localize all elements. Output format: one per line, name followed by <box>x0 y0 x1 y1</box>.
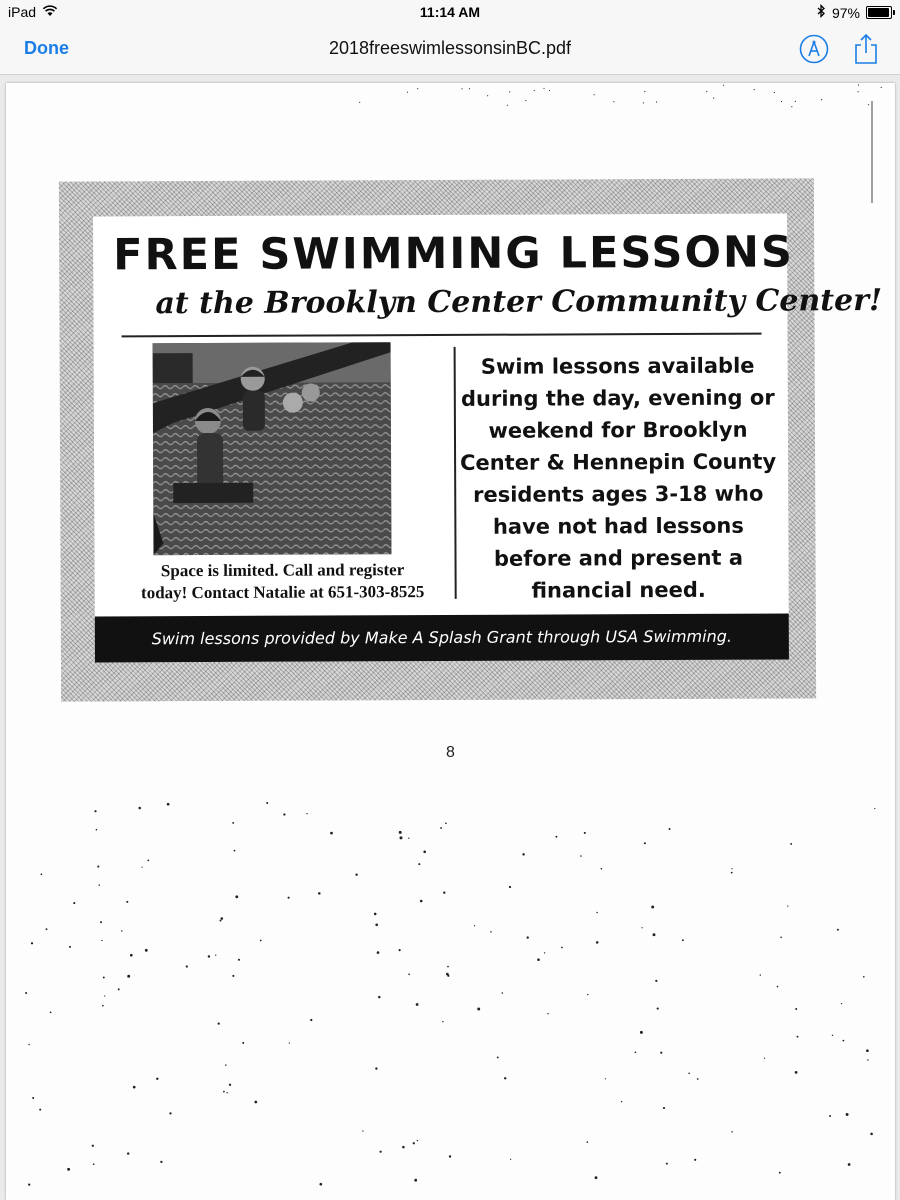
speckle <box>594 94 595 95</box>
speckle <box>100 921 102 923</box>
speckle <box>121 930 122 931</box>
speckle <box>787 905 788 906</box>
speckle <box>474 925 475 926</box>
speckle <box>821 99 822 100</box>
share-icon[interactable] <box>852 33 880 65</box>
speckle <box>858 91 859 92</box>
speckle <box>461 88 462 89</box>
speckle <box>103 977 105 979</box>
speckle <box>777 986 779 988</box>
speckle <box>374 913 377 916</box>
page-number: 8 <box>446 744 455 761</box>
speckle <box>127 1152 129 1154</box>
speckle <box>98 884 99 885</box>
status-right <box>816 4 892 21</box>
speckle <box>28 1183 30 1185</box>
speckle <box>832 1035 833 1036</box>
column-divider <box>454 347 457 599</box>
battery-percent: 97% <box>831 4 860 21</box>
speckle <box>764 1058 765 1059</box>
speckle <box>306 813 307 814</box>
done-button[interactable]: Done <box>24 38 69 58</box>
sponsor-banner: Swim lessons provided by Make A Splash Grant through USA Swimming. <box>95 613 789 662</box>
speckle <box>640 1031 643 1034</box>
speckle <box>497 1056 499 1058</box>
speckle <box>731 868 732 869</box>
speckle <box>445 822 447 824</box>
speckle <box>399 831 402 834</box>
speckle <box>377 951 380 954</box>
speckle <box>254 1101 257 1104</box>
swimmers-photo <box>153 342 392 555</box>
speckle <box>101 940 102 941</box>
speckle <box>596 912 598 914</box>
speckle <box>846 1113 849 1116</box>
device-name: iPad <box>8 4 37 20</box>
speckle <box>534 90 535 91</box>
speckle <box>663 1107 665 1109</box>
speckle <box>510 1159 511 1160</box>
speckle <box>225 1064 226 1065</box>
speckle <box>867 1059 868 1060</box>
eligibility-line: Center & Hennepin County <box>459 449 777 475</box>
speckle <box>104 995 105 996</box>
speckle <box>378 996 380 998</box>
speckle <box>417 88 418 89</box>
status-time: 11:14 AM <box>419 4 481 20</box>
speckle <box>644 91 645 92</box>
speckle <box>697 1078 699 1080</box>
speckle <box>795 101 796 102</box>
pdf-viewer[interactable] <box>0 75 900 1200</box>
speckle <box>232 975 234 977</box>
speckle <box>160 1161 162 1163</box>
speckle <box>118 988 120 990</box>
speckle <box>509 886 511 888</box>
eligibility-line: residents ages 3-18 who <box>473 481 764 507</box>
speckle <box>375 1067 377 1069</box>
speckle <box>635 1051 637 1053</box>
speckle <box>586 1141 588 1143</box>
eligibility-line: before and present a <box>493 545 744 571</box>
eligibility-line: Swim lessons available <box>480 353 755 379</box>
speckle <box>487 95 488 96</box>
battery-fill <box>868 8 889 17</box>
speckle <box>375 923 378 926</box>
speckle <box>138 807 141 810</box>
speckle <box>669 828 671 830</box>
bluetooth-icon <box>816 4 826 21</box>
speckle <box>561 947 563 949</box>
speckle <box>655 980 657 982</box>
speckle <box>94 810 96 812</box>
speckle <box>643 102 644 103</box>
speckle <box>156 1078 158 1080</box>
speckle <box>355 874 357 876</box>
speckle <box>442 1021 443 1022</box>
speckle <box>142 867 143 868</box>
speckle <box>423 850 426 853</box>
speckle <box>319 1183 322 1186</box>
speckle <box>408 838 409 839</box>
speckle <box>781 101 782 102</box>
speckle <box>39 1109 41 1111</box>
speckle <box>866 1049 869 1052</box>
speckle <box>362 1130 363 1131</box>
eligibility-text <box>458 350 779 607</box>
speckle <box>229 1084 231 1086</box>
speckle <box>760 974 761 975</box>
speckle <box>490 931 491 932</box>
speckle <box>32 1097 34 1099</box>
speckle <box>50 1012 52 1014</box>
speckle <box>780 936 782 938</box>
speckle <box>555 836 557 838</box>
speckle <box>440 827 442 829</box>
speckle <box>881 87 882 88</box>
speckle <box>502 992 504 994</box>
speckle <box>418 863 420 865</box>
flyer <box>59 178 883 701</box>
speckle <box>127 975 130 978</box>
speckle <box>235 895 238 898</box>
speckle <box>238 959 240 961</box>
speckle <box>651 906 654 909</box>
speckle <box>408 973 410 975</box>
speckle <box>220 920 222 922</box>
speckle <box>414 1179 417 1182</box>
flyer-rule <box>122 333 762 338</box>
speckle <box>41 873 43 875</box>
speckle <box>731 872 733 874</box>
speckle <box>218 1022 220 1024</box>
speckle <box>97 866 99 868</box>
speckle <box>260 940 262 942</box>
speckle <box>543 88 544 89</box>
speckle <box>208 955 210 957</box>
speckle <box>694 1159 696 1161</box>
speckle <box>399 949 401 951</box>
speckle <box>601 868 603 870</box>
speckle <box>644 842 646 844</box>
speckle <box>795 1008 797 1010</box>
speckle <box>587 994 588 995</box>
speckle <box>580 855 582 857</box>
speckle <box>522 853 524 855</box>
speckle <box>843 1040 845 1042</box>
speckle <box>226 1092 227 1093</box>
registration-caption <box>113 559 453 604</box>
speckle <box>73 902 75 904</box>
speckle <box>657 1008 659 1010</box>
speckle <box>596 941 599 944</box>
speckle <box>220 917 223 920</box>
speckle <box>234 850 236 852</box>
speckle <box>215 954 216 955</box>
speckle <box>797 1036 799 1038</box>
speckle <box>848 1163 851 1166</box>
speckle <box>96 829 98 831</box>
status-bar <box>0 0 900 24</box>
speckle <box>449 1155 451 1157</box>
speckle <box>25 992 27 994</box>
speckle <box>656 101 657 102</box>
speckle <box>829 1115 831 1117</box>
speckle <box>477 1008 480 1011</box>
speckle <box>145 949 148 952</box>
speckle <box>318 892 321 895</box>
speckle <box>595 1176 598 1179</box>
document-title: 2018freeswimlessonsinBC.pdf <box>328 38 572 58</box>
speckle <box>544 952 545 953</box>
speckle <box>774 92 775 93</box>
speckle <box>169 1112 171 1114</box>
speckle <box>69 946 71 948</box>
speckle <box>754 89 755 90</box>
speckle <box>584 832 586 834</box>
speckle <box>289 1042 290 1043</box>
speckle <box>537 958 540 961</box>
speckle <box>223 1091 225 1093</box>
speckle <box>688 1073 690 1075</box>
eligibility-line: weekend for Brooklyn <box>488 417 748 443</box>
speckle <box>93 1163 95 1165</box>
speckle <box>310 1019 312 1021</box>
speckle <box>147 860 149 862</box>
speckle <box>547 1013 548 1014</box>
speckle <box>402 1146 405 1149</box>
speckle <box>841 1003 842 1004</box>
speckle <box>379 1151 381 1153</box>
speckle <box>232 822 234 824</box>
battery-icon <box>866 6 892 19</box>
speckle <box>507 105 508 106</box>
speckle <box>713 98 714 99</box>
speckle <box>605 1078 606 1079</box>
speckle <box>791 106 792 107</box>
speckle <box>504 1077 506 1079</box>
eligibility-line: during the day, evening or <box>460 385 775 411</box>
markup-icon[interactable] <box>799 34 829 64</box>
speckle <box>447 975 449 977</box>
speckle <box>416 1003 419 1006</box>
speckle <box>283 813 285 815</box>
speckle <box>621 1101 622 1102</box>
speckle <box>731 1131 732 1132</box>
speckle <box>417 1140 418 1141</box>
speckle <box>186 965 188 967</box>
nav-bar <box>0 24 900 75</box>
speckle <box>407 92 408 93</box>
speckle <box>527 936 529 938</box>
speckle <box>469 88 470 89</box>
speckle <box>28 1044 29 1045</box>
speckle <box>706 91 707 92</box>
speckle <box>126 901 128 903</box>
speckle <box>779 1172 781 1174</box>
speckle <box>795 1071 798 1074</box>
speckle <box>330 832 333 835</box>
speckle <box>266 802 268 804</box>
speckle <box>359 102 360 103</box>
flyer-subhead: at the Brooklyn Center Community Center! <box>155 283 883 322</box>
speckle <box>863 976 865 978</box>
speckle <box>400 836 403 839</box>
speckle <box>653 933 656 936</box>
speckle <box>613 101 614 102</box>
speckle <box>790 843 792 845</box>
speckle <box>92 1145 94 1147</box>
speckle <box>46 928 48 930</box>
eligibility-line: financial need. <box>531 577 706 603</box>
speckle <box>413 1142 415 1144</box>
speckle <box>723 85 724 86</box>
speckle <box>133 1086 136 1089</box>
speckle <box>288 897 290 899</box>
speckle <box>858 84 859 85</box>
speckle <box>837 929 839 931</box>
speckle <box>167 803 170 806</box>
speckle <box>130 954 133 957</box>
speckle <box>67 1168 70 1171</box>
eligibility-line: have not had lessons <box>492 513 744 539</box>
speckle <box>641 927 642 928</box>
speckle <box>31 942 33 944</box>
pdf-page[interactable] <box>6 83 895 1200</box>
speckle <box>420 900 423 903</box>
speckle <box>447 966 449 968</box>
speckle <box>102 1005 104 1007</box>
speckle <box>525 100 526 101</box>
caption-line: Space is limited. Call and register <box>160 560 405 581</box>
speckle <box>443 892 445 894</box>
speckle <box>549 90 550 91</box>
speckle <box>660 1052 662 1054</box>
speckle <box>868 104 869 105</box>
speckle <box>682 939 684 941</box>
speckle <box>242 1042 244 1044</box>
speckle <box>874 808 875 809</box>
speckle <box>870 1133 873 1136</box>
flyer-headline: FREE SWIMMING LESSONS <box>113 227 795 281</box>
flyer-content <box>93 213 883 662</box>
caption-line: today! Contact Natalie at 651-303-8525 <box>140 582 425 603</box>
speckle <box>666 1163 668 1165</box>
speckle <box>509 91 510 92</box>
